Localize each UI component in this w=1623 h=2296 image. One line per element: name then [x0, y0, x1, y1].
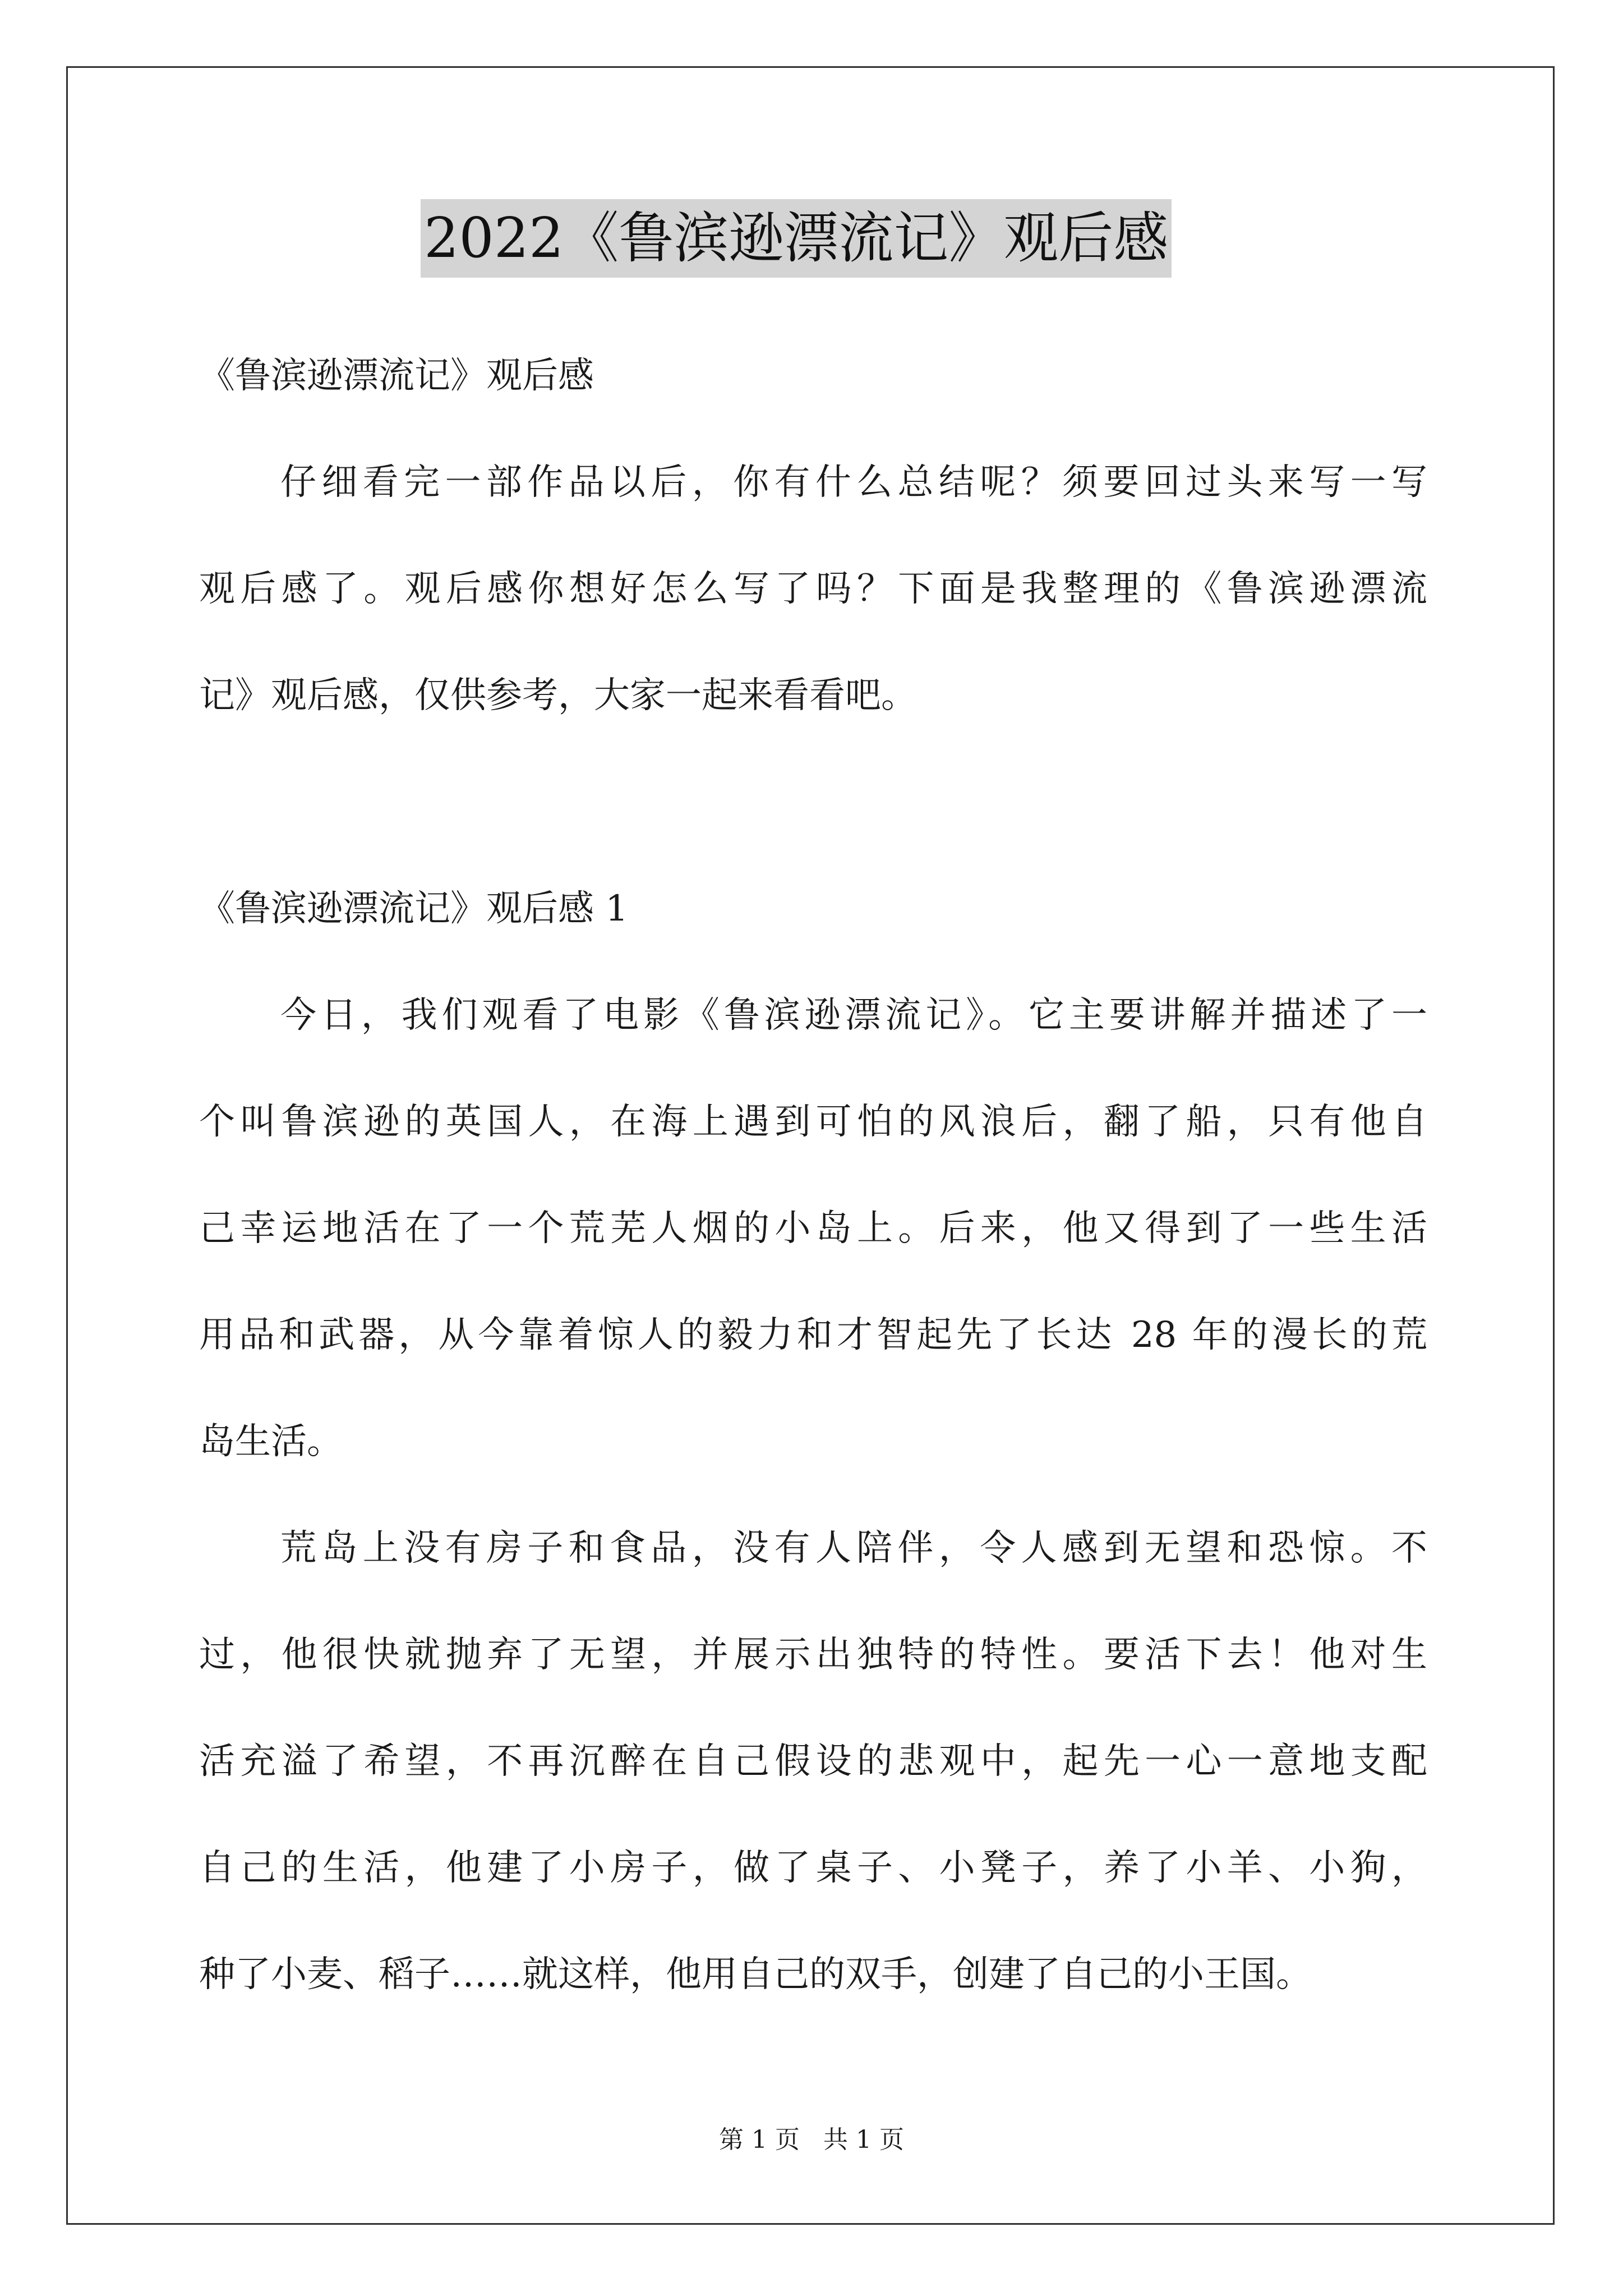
- section-1-paragraph-1-line: 己幸运地活在了一个荒芜人烟的小岛上。后来，他又得到了一些生活: [199, 1208, 1427, 1249]
- section-1-paragraph-1-line: 岛生活。: [199, 1421, 343, 1462]
- intro-heading: 《鲁滨逊漂流记》观后感: [199, 355, 594, 397]
- section-1-paragraph-2-line: 自己的生活，他建了小房子，做了桌子、小凳子，养了小羊、小狗，: [199, 1847, 1427, 1889]
- section-1-paragraph-2-line: 种了小麦、稻子……就这样，他用自己的双手，创建了自己的小王国。: [199, 1954, 1312, 1995]
- document-title: 2022《鲁滨逊漂流记》观后感: [421, 199, 1172, 278]
- section-1-heading: 《鲁滨逊漂流记》观后感 1: [199, 888, 629, 930]
- section-1-paragraph-2-line: 荒岛上没有房子和食品，没有人陪伴，令人感到无望和恐惊。不: [280, 1527, 1427, 1569]
- section-1-paragraph-1-line: 个叫鲁滨逊的英国人，在海上遇到可怕的风浪后，翻了船，只有他自: [199, 1101, 1427, 1143]
- page-number-footer: 第 1 页 共 1 页: [719, 2125, 904, 2154]
- section-1-paragraph-1-line: 用品和武器，从今靠着惊人的毅力和才智起先了长达 28 年的漫长的荒: [199, 1314, 1427, 1356]
- section-1-paragraph-2-line: 过，他很快就抛弃了无望，并展示出独特的特性。要活下去！他对生: [199, 1634, 1427, 1676]
- intro-paragraph-line: 观后感了。观后感你想好怎么写了吗？下面是我整理的《鲁滨逊漂流: [199, 568, 1427, 610]
- intro-paragraph-line: 记》观后感，仅供参考，大家一起来看看吧。: [199, 675, 917, 716]
- section-1-paragraph-1-line: 今日，我们观看了电影《鲁滨逊漂流记》。它主要讲解并描述了一: [280, 995, 1427, 1036]
- intro-paragraph-line: 仔细看完一部作品以后，你有什么总结呢？须要回过头来写一写: [280, 462, 1427, 503]
- section-1-paragraph-2-line: 活充溢了希望，不再沉醉在自己假设的悲观中，起先一心一意地支配: [199, 1741, 1427, 1782]
